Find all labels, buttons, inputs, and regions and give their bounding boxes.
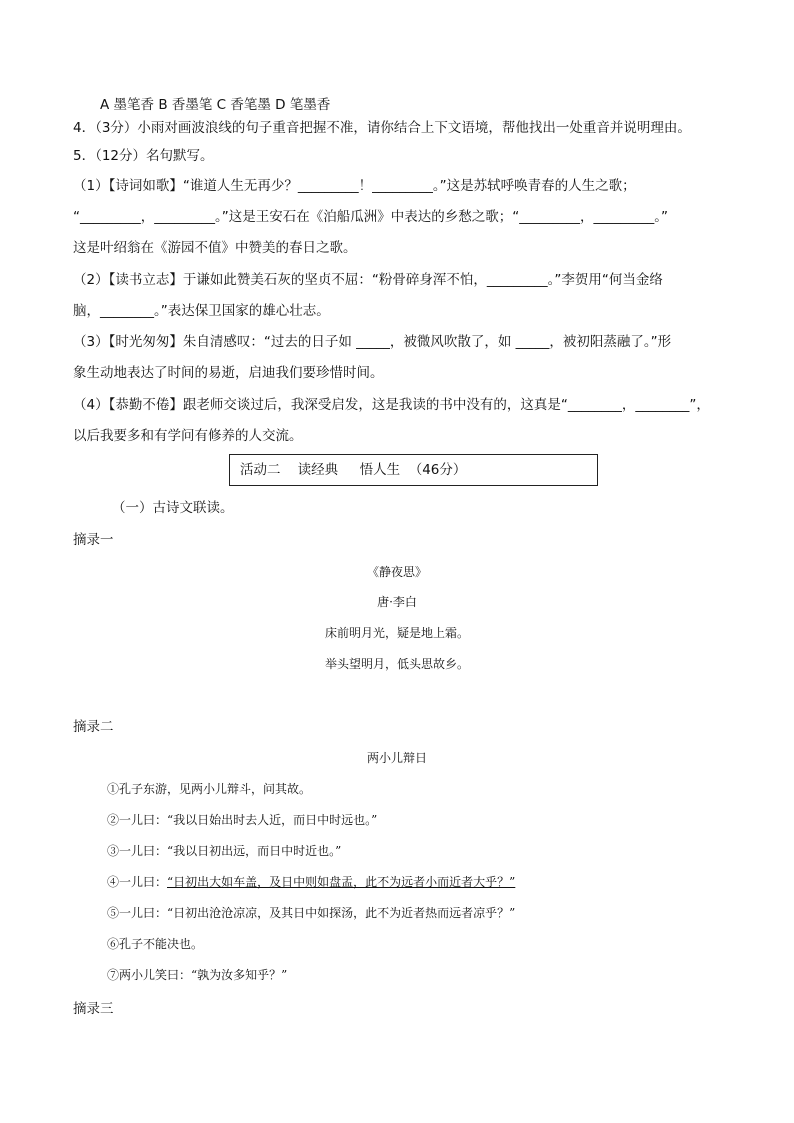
section-heading: （一）古诗文联读。 bbox=[112, 500, 234, 516]
activity-heading-box bbox=[229, 454, 598, 486]
poem-title: 《静夜思》 bbox=[366, 565, 427, 579]
question-5-3-line-1: （3）【时光匆匆】朱自清感叹：“过去的日子如 _____，被微风吹散了，如 _____，被初阳蒸融了。”形 bbox=[73, 334, 672, 350]
classic-paragraph-1: ①孔子东游，见两小儿辩斗，问其故。 bbox=[107, 782, 312, 796]
classic-paragraph-3: ③一儿曰：“我以日初出远，而日中时近也。” bbox=[107, 844, 342, 858]
classic-title: 两小儿辩日 bbox=[366, 751, 427, 765]
classic-paragraph-4 bbox=[107, 873, 515, 891]
classic-paragraph-6: ⑥孔子不能决也。 bbox=[107, 937, 204, 951]
excerpt-3-label: 摘录三 bbox=[73, 1001, 114, 1017]
question-5-4-line-1: （4）【恭勤不倦】跟老师交谈过后，我深受启发，这是我读的书中没有的，这真是“________，________”， bbox=[73, 397, 710, 413]
excerpt-1-label: 摘录一 bbox=[73, 532, 114, 548]
answer-options: A 墨笔香 B 香墨笔 C 香笔墨 D 笔墨香 bbox=[100, 97, 331, 113]
poem-line-1: 床前明月光，疑是地上霜。 bbox=[324, 626, 469, 640]
question-5-1-line-1: （1）【诗词如歌】“谁道人生无再少？_________！_________。”这是苏轼呼唤青春的人生之歌； bbox=[73, 178, 636, 194]
classic-paragraph-5: ⑤一儿曰：“日初出沧沧凉凉，及其日中如探汤，此不为近者热而远者凉乎？” bbox=[107, 906, 516, 920]
excerpt-2-label: 摘录二 bbox=[73, 719, 114, 735]
question-5-2-line-2: 脑，________。”表达保卫国家的雄心壮志。 bbox=[73, 303, 330, 319]
classic-paragraph-4-prefix: ④一儿曰： bbox=[107, 875, 168, 889]
question-5-1-line-3: 这是叶绍翁在《游园不值》中赞美的春日之歌。 bbox=[73, 240, 357, 256]
classic-paragraph-2: ②一儿曰：“我以日始出时去人近，而日中时远也。” bbox=[107, 813, 378, 827]
question-5-1-line-2: “_________，_________。”这是王安石在《泊船瓜洲》中表达的乡愁之歌；“_________，_________。” bbox=[73, 209, 668, 225]
question-5-3-line-2: 象生动地表达了时间的易逝，启迪我们要珍惜时间。 bbox=[73, 365, 384, 381]
question-5-4-line-2: 以后我要多和有学问有修养的人交流。 bbox=[73, 428, 303, 444]
poem-author: 唐·李白 bbox=[377, 595, 417, 609]
question-4: 4．（3分）小雨对画波浪线的句子重音把握不准，请你结合上下文语境，帮他找出一处重音并说明理由。 bbox=[73, 120, 691, 136]
activity-heading: 活动二 读经典 悟人生 （46分） bbox=[240, 462, 467, 478]
poem-line-2: 举头望明月，低头思故乡。 bbox=[324, 657, 469, 671]
question-5: 5．（12分）名句默写。 bbox=[73, 148, 214, 164]
classic-paragraph-7: ⑦两小儿笑曰：“孰为汝多知乎？” bbox=[107, 968, 288, 982]
wavy-underlined-sentence: “日初出大如车盖，及日中则如盘盂，此不为远者小而近者大乎？” bbox=[167, 875, 516, 889]
question-5-2-line-1: （2）【读书立志】于谦如此赞美石灰的坚贞不屈：“粉骨碎身浑不怕，_________。”李贺用“何当金络 bbox=[73, 272, 663, 288]
